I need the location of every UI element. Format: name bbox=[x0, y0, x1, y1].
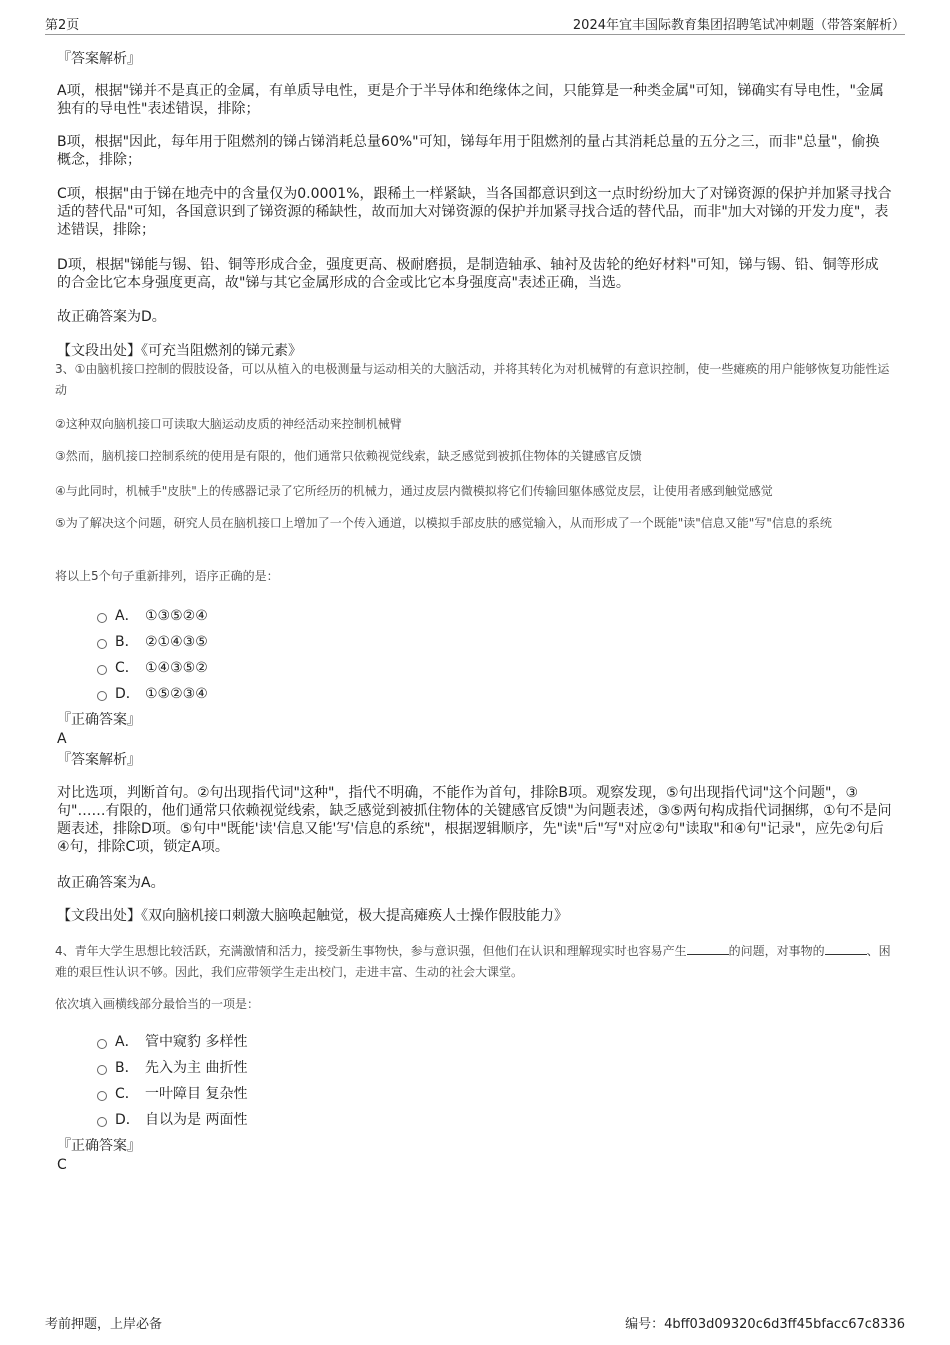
question-4-option-a[interactable]: A． 管中窥豹 多样性 bbox=[97, 1031, 247, 1051]
question-3-sentence-4: ④与此同时，机械手"皮肤"上的传感器记录了它所经历的机械力，通过皮层内微模拟将它们传输回躯体感觉皮层，让使用者感到触觉感觉 bbox=[55, 484, 773, 498]
question-3-option-b[interactable]: B． ②①④③⑤ bbox=[97, 631, 208, 651]
conclusion: 故正确答案为D。 bbox=[57, 309, 166, 325]
question-3-sentence-1: 3、①由脑机接口控制的假肢设备，可以从植入的电极测量与运动相关的大脑活动，并将其转化为对机械臂的有意识控制，使一些瘫痪的用户能够恢复功能性运动 bbox=[55, 362, 890, 397]
radio-icon[interactable] bbox=[97, 1091, 107, 1101]
question-4-option-b[interactable]: B． 先入为主 曲折性 bbox=[97, 1057, 247, 1077]
answer-analysis-label: 『答案解析』 bbox=[57, 51, 141, 67]
document-title: 2024年宜丰国际教育集团招聘笔试冲刺题（带答案解析） bbox=[572, 18, 905, 33]
correct-answer-label: 『正确答案』 bbox=[57, 712, 141, 728]
question-4-prompt: 依次填入画横线部分最恰当的一项是： bbox=[55, 997, 260, 1011]
correct-answer-label: 『正确答案』 bbox=[57, 1138, 141, 1154]
page-number: 第2页 bbox=[45, 18, 80, 33]
source-citation: 【文段出处】《可充当阻燃剂的锑元素》 bbox=[57, 343, 302, 359]
correct-answer: C bbox=[57, 1157, 67, 1173]
page-footer bbox=[45, 1313, 905, 1333]
question-3-sentence-5: ⑤为了解决这个问题，研究人员在脑机接口上增加了一个传入通道，以模拟手部皮肤的感觉输入，从而形成了一个既能"读"信息又能"写"信息的系统 bbox=[55, 516, 832, 530]
radio-icon[interactable] bbox=[97, 1065, 107, 1075]
question-4-option-c[interactable]: C． 一叶障目 复杂性 bbox=[97, 1083, 247, 1103]
analysis-option-c: C项，根据"由于锑在地壳中的含量仅为0.0001%，跟稀土一样紧缺，当各国都意识到这一点时纷纷加大了对锑资源的保护并加紧寻找合适的替代品"可知，各国意识到了锑资源的稀缺性，故而加大对锑资源的保护并加紧寻找合适的替代品，而非"加大对锑的开发力度"，表述错误，排除； bbox=[57, 186, 892, 238]
correct-answer: A bbox=[57, 731, 67, 747]
footer-slogan: 考前押题，上岸必备 bbox=[45, 1317, 163, 1332]
document-code: 编号：4bff03d09320c6d3ff45bfacc67c8336 bbox=[625, 1317, 905, 1332]
page-header bbox=[45, 12, 905, 35]
question-3-option-d[interactable]: D． ①⑤②③④ bbox=[97, 683, 208, 703]
radio-icon[interactable] bbox=[97, 1039, 107, 1049]
radio-icon[interactable] bbox=[97, 1117, 107, 1127]
radio-icon[interactable] bbox=[97, 691, 107, 701]
analysis-option-b: B项，根据"因此，每年用于阻燃剂的锑占锑消耗总量60%"可知，锑每年用于阻燃剂的量占其消耗总量的五分之三，而非"总量"，偷换概念，排除； bbox=[57, 134, 880, 168]
fill-blank-2 bbox=[825, 943, 867, 955]
radio-icon[interactable] bbox=[97, 665, 107, 675]
question-3-prompt: 将以上5个句子重新排列，语序正确的是： bbox=[55, 569, 279, 583]
conclusion: 故正确答案为A。 bbox=[57, 875, 165, 891]
question-3-option-c[interactable]: C． ①④③⑤② bbox=[97, 657, 208, 677]
analysis-option-a: A项，根据"锑并不是真正的金属，有单质导电性，更是介于半导体和绝缘体之间，只能算是一种类金属"可知，锑确实有导电性，"金属独有的导电性"表述错误，排除； bbox=[57, 83, 884, 117]
question-3-option-a[interactable]: A． ①③⑤②④ bbox=[97, 605, 208, 625]
fill-blank-1 bbox=[687, 943, 729, 955]
analysis-option-d: D项，根据"锑能与锡、铅、铜等形成合金，强度更高、极耐磨损，是制造轴承、轴衬及齿轮的绝好材料"可知，锑与锡、铅、铜等形成的合金比它本身强度更高，故"锑与其它金属形成的合金或比它本身强度高"表述正确，当选。 bbox=[57, 257, 879, 291]
question-3-sentence-3: ③然而，脑机接口控制系统的使用是有限的，他们通常只依赖视觉线索，缺乏感觉到被抓住物体的关键感官反馈 bbox=[55, 449, 642, 463]
radio-icon[interactable] bbox=[97, 613, 107, 623]
answer-analysis-label: 『答案解析』 bbox=[57, 752, 141, 768]
answer-analysis: 对比选项，判断首句。②句出现指代词"这种"，指代不明确，不能作为首句，排除B项。观察发现，⑤句出现指代词"这个问题"，③句"……有限的，他们通常只依赖视觉线索，缺乏感觉到被抓住物体的关键感官反馈"为问题表述，③⑤两句构成指代词捆绑，①句不是问题表述，排除D项。⑤句中"既能'读'信息又能'写'信息的系统"，根据逻辑顺序，先"读"后"写"对应②句"读取"和④句"记录"，应先②句后④句，排除C项，锁定A项。 bbox=[57, 785, 892, 855]
question-4-option-d[interactable]: D． 自以为是 两面性 bbox=[97, 1109, 247, 1129]
source-citation: 【文段出处】《双向脑机接口刺激大脑唤起触觉，极大提高瘫痪人士操作假肢能力》 bbox=[57, 908, 568, 924]
radio-icon[interactable] bbox=[97, 639, 107, 649]
question-3-sentence-2: ②这种双向脑机接口可读取大脑运动皮质的神经活动来控制机械臂 bbox=[55, 417, 402, 431]
question-4-stem: 4、青年大学生思想比较活跃，充满激情和活力，接受新生事物快，参与意识强，但他们在认识和理解现实时也容易产生 的问题，对事物的 、困难的艰巨性认识不够。因此，我们应带领学生走出校门，走进丰富、生动的社会大课堂。 bbox=[55, 944, 891, 979]
